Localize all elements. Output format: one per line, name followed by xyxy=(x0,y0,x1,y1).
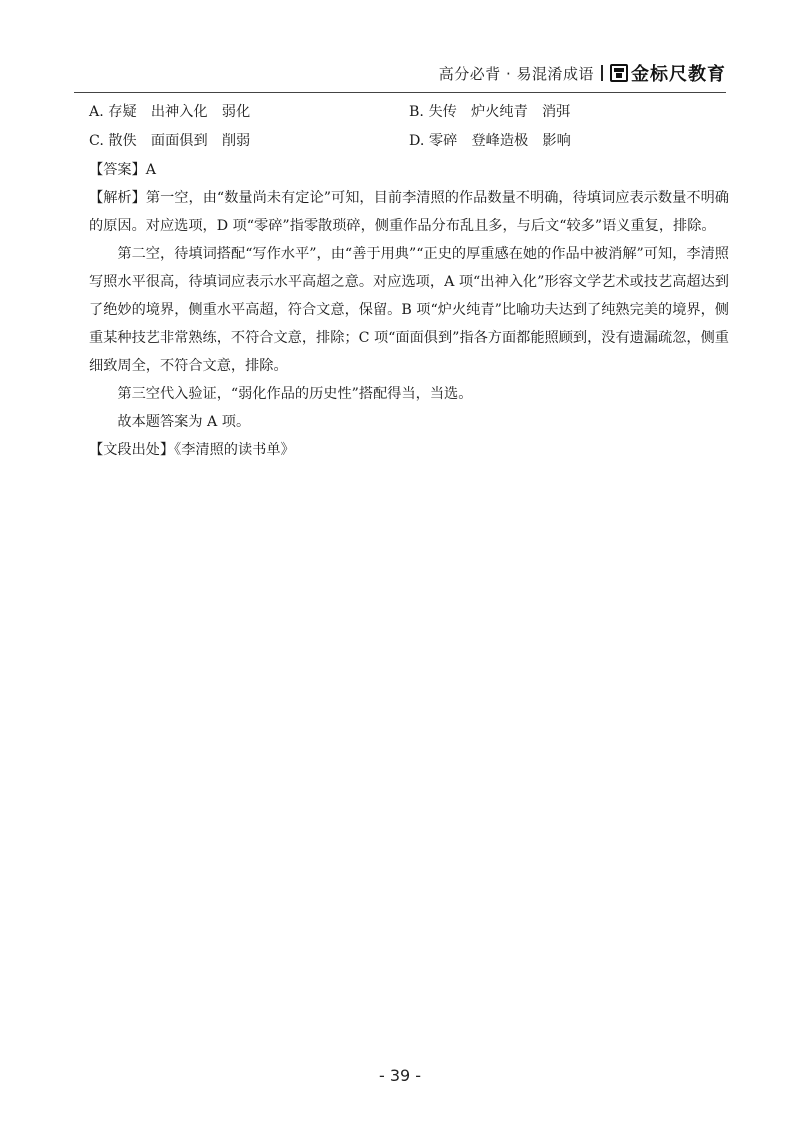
book-logo-icon xyxy=(610,64,628,82)
answer-value: A xyxy=(145,162,157,178)
options-row-2 xyxy=(89,127,729,156)
page-number: - 39 - xyxy=(378,1066,422,1085)
option-b: B. 失传 炉火纯青 消弭 xyxy=(409,104,571,120)
source-line xyxy=(89,436,729,464)
brand-logo xyxy=(610,60,726,86)
header-separator xyxy=(601,65,603,81)
page-header xyxy=(60,58,726,88)
analysis-label: 【解析】 xyxy=(89,190,146,206)
answer-line xyxy=(89,156,729,184)
header-title: 高分必背 · 易混淆成语 xyxy=(438,64,594,83)
answer-label: 【答案】 xyxy=(89,162,146,178)
question-content xyxy=(89,98,729,464)
analysis-para-4: 故本题答案为 A 项。 xyxy=(117,414,251,430)
option-d: D. 零碎 登峰造极 影响 xyxy=(409,133,571,149)
source-value: 《李清照的读书单》 xyxy=(174,442,295,458)
source-label: 【文段出处】 xyxy=(89,442,175,458)
analysis-para-3: 第三空代入验证，“弱化作品的历史性”搭配得当，当选。 xyxy=(117,386,473,402)
analysis-para-2: 第二空，待填词搭配“写作水平”，由“善于用典”“正史的厚重感在她的作品中被消解”可知，李清照写照水平很高，待填词应表示水平高超之意。对应选项，A 项“出神入化”形容文学艺术或技艺高超达到了绝妙的境界，侧重水平高超，符合文意，保留。B 项“炉火纯青”比喻功夫达到了纯熟完美的境界，侧重某种技艺非常熟练，不符合文意，排除；C 项“面面俱到”指各方面都能照顾到，没有遗漏疏忽，侧重细致周全，不符合文意，排除。 xyxy=(89,246,729,374)
options-row-1 xyxy=(89,98,729,127)
option-c: C. 散佚 面面俱到 削弱 xyxy=(89,133,251,149)
option-a: A. 存疑 出神入化 弱化 xyxy=(89,104,251,120)
analysis-para-1 xyxy=(89,184,729,240)
logo-text: 金标尺教育 xyxy=(631,64,726,85)
analysis-text-1: 第一空，由“数量尚未有定论”可知，目前李清照的作品数量不明确，待填词应表示数量不明确的原因。对应选项，D 项“零碎”指零散琐碎，侧重作品分布乱且多，与后文“较多”语义重复，排除。 xyxy=(89,190,729,234)
header-divider xyxy=(74,92,726,93)
